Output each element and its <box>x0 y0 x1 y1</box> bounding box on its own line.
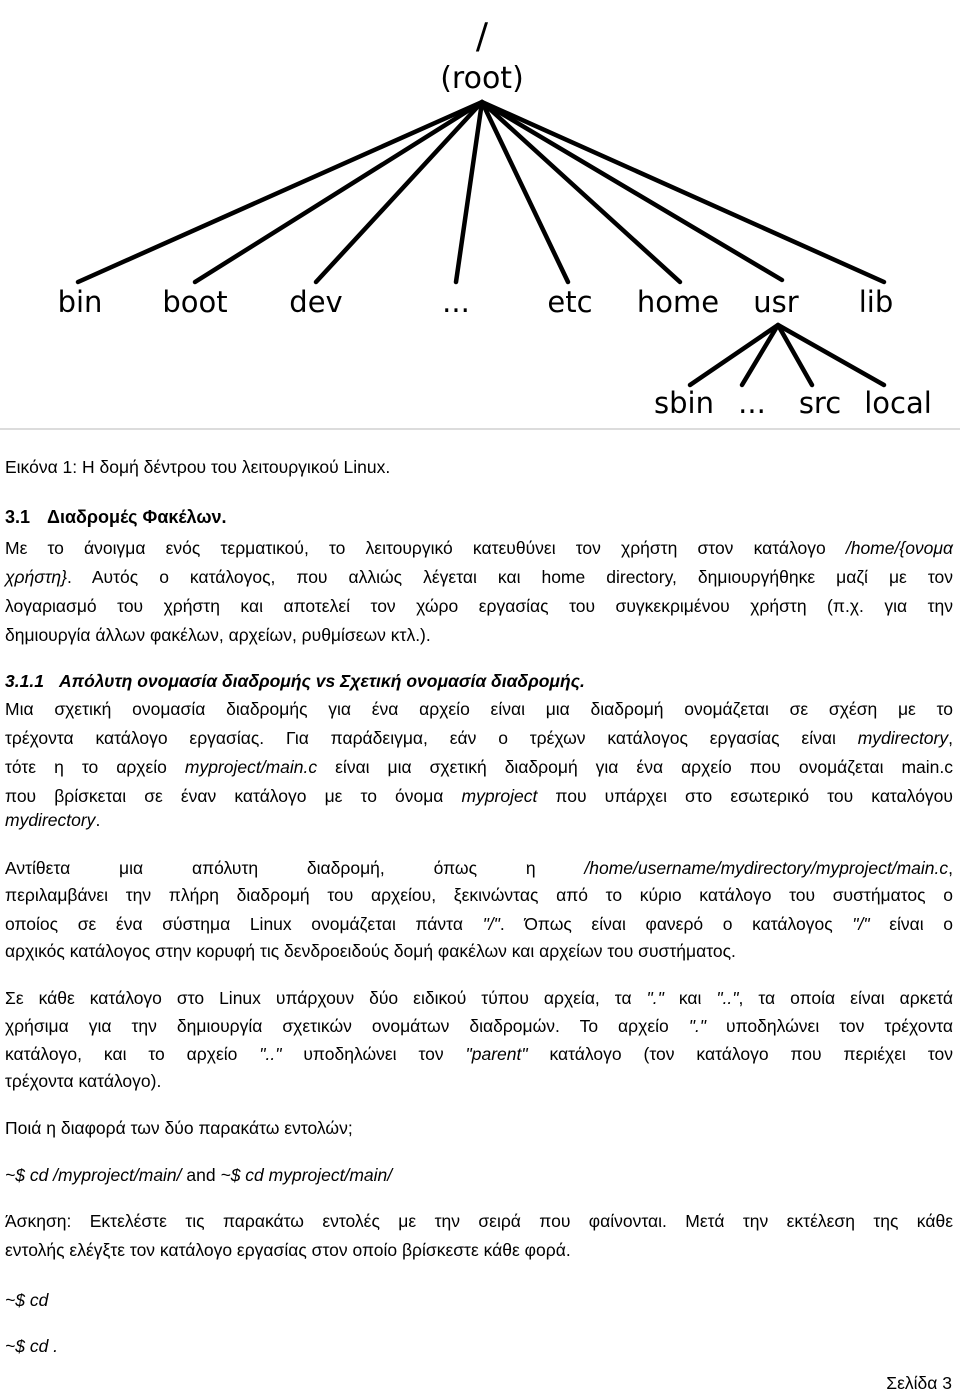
command-text: ~$ cd . <box>5 1336 59 1356</box>
relative-line-3 <box>5 755 953 779</box>
command-text: ~$ cd <box>5 1290 49 1310</box>
tree-branch-home <box>482 102 680 282</box>
root-symbol: "/" <box>852 914 870 934</box>
subsection-title: Απόλυτη ονομασία διαδρομής vs Σχετική ονομασία διαδρομής. <box>59 671 585 691</box>
tree-node-dev: dev <box>289 285 343 319</box>
tree-branch-lib <box>482 102 884 282</box>
text-span: , <box>948 728 953 748</box>
text-span: . Αυτός ο κατάλογος, που αλλιώς λέγεται και home directory, δημιουργήθηκε μαζί με τον <box>66 567 953 587</box>
tree-node-home: home <box>636 285 720 319</box>
command-cd <box>5 1288 953 1312</box>
dir-name: myproject <box>461 786 538 806</box>
text-span: είναι μια σχετική διαδρομή για ένα αρχείο που ονομάζεται main.c <box>317 757 953 777</box>
relative-line-5 <box>5 808 953 832</box>
subsection-heading <box>5 669 953 693</box>
page-number: Σελίδα 3 <box>886 1373 952 1393</box>
intro-line-1 <box>5 536 953 560</box>
parent-term: "parent" <box>465 1044 528 1064</box>
text-span: Σε κάθε κατάλογο στο Linux υπάρχουν δύο ειδικού τύπου αρχεία, τα <box>5 988 647 1008</box>
text-span: υποδηλώνει τον <box>281 1044 466 1064</box>
absolute-line-4: αρχικός κατάλογος στην κορυφή τις δενδροειδούς δομή φακέλων και αρχείων του συστήματος. <box>5 941 736 961</box>
intro-line-3: λογαριασμό του χρήστη και αποτελεί τον χώρο εργασίας του συγκεκριμένου χρήστη (π.χ. για την <box>5 596 953 616</box>
tree-node-src: src <box>798 386 842 420</box>
intro-line-4: δημιουργία άλλων φακέλων, αρχείων, ρυθμίσεων κτλ.). <box>5 625 431 645</box>
command-relative: ~$ cd myproject/main/ <box>220 1165 393 1185</box>
text-span: . <box>95 810 101 830</box>
relative-line-1: Μια σχετική ονομασία διαδρομής για ένα αρχείο είναι μια διαδρομή ονομάζεται σε σχέση με το <box>5 699 953 719</box>
tree-branch-sbin <box>690 325 778 385</box>
home-path-end: χρήστη} <box>5 567 67 587</box>
dot-file: "." <box>646 988 664 1008</box>
tree-root-label: (root) <box>440 61 524 96</box>
section-number: 3.1 <box>5 507 31 527</box>
tree-node-usr-ellipsis: ... <box>738 386 766 420</box>
text-span: που υπάρχει στο εσωτερικό του καταλόγου <box>537 786 953 806</box>
dir-name: mydirectory <box>857 728 949 748</box>
text-span: τρέχοντα κατάλογο εργασίας. Για παράδειγμα, εάν ο τρέχων κατάλογος εργασίας είναι <box>5 728 858 748</box>
tree-node-boot: boot <box>162 285 228 319</box>
figure-caption: Εικόνα 1: Η δομή δέντρου του λειτουργικού Linux. <box>5 457 391 477</box>
special-line-4: τρέχοντα κατάλογο). <box>5 1071 162 1091</box>
text-span: κατάλογο, και το αρχείο <box>5 1044 260 1064</box>
tree-node-sbin: sbin <box>654 386 714 420</box>
text-span: and <box>181 1165 221 1185</box>
directory-tree-figure <box>0 0 960 432</box>
exercise-line-1: Άσκηση: Εκτελέστε τις παρακάτω εντολές με την σειρά που φαίνονται. Μετά την εκτέλεση της κάθε <box>5 1211 953 1231</box>
section-title: Διαδρομές Φακέλων. <box>47 507 227 527</box>
dotdot-file: ".." <box>259 1044 282 1064</box>
text-span: τότε η το αρχείο <box>5 757 185 777</box>
tree-branch-bin <box>78 102 482 282</box>
absolute-line-1 <box>5 856 953 880</box>
tree-node-etc: etc <box>547 285 593 319</box>
text-span: και <box>663 988 717 1008</box>
relative-line-4 <box>5 784 953 808</box>
text-span: χρήσιμα για την δημιουργία σχετικών ονομάτων διαδρομών. Το αρχείο <box>5 1016 689 1036</box>
text-span: . Όπως είναι φανερό ο κατάλογος <box>499 914 853 934</box>
tree-node-usr: usr <box>753 285 799 319</box>
absolute-path: /home/username/mydirectory/myproject/main.c <box>584 858 949 878</box>
text-span: Αντίθετα μια απόλυτη διαδρομή, όπως η <box>5 858 585 878</box>
text-span: που βρίσκεται σε έναν κατάλογο με το όνομα <box>5 786 462 806</box>
dir-name: mydirectory <box>5 810 96 830</box>
exercise-line-2: εντολής ελέγξτε τον κατάλογο εργασίας στον οποίο βρίσκεστε κάθε φορά. <box>5 1240 571 1260</box>
text-span: , τα οποία είναι αρκετά <box>738 988 953 1008</box>
dotdot-file: ".." <box>716 988 739 1008</box>
text-span: , <box>948 858 953 878</box>
figure-divider <box>0 428 960 430</box>
section-heading <box>5 505 953 529</box>
tree-node-bin: bin <box>57 285 103 319</box>
intro-line-2 <box>5 565 953 589</box>
text-span: Με το άνοιγμα ενός τερματικού, το λειτουργικό κατευθύνει τον χρήστη στον κατάλογο <box>5 538 846 558</box>
special-line-1 <box>5 986 953 1010</box>
tree-branch-usr-ellipsis <box>742 325 778 385</box>
home-path: /home/{ονομα <box>845 538 953 558</box>
text-span: κατάλογο (τον κατάλογο που περιέχει τον <box>527 1044 953 1064</box>
tree-node-lib: lib <box>858 285 894 319</box>
text-span: είναι ο <box>869 914 953 934</box>
command-absolute: ~$ cd /myproject/main/ <box>5 1165 182 1185</box>
absolute-line-2: περιλαμβάνει την πλήρη διαδρομή του αρχείου, ξεκινώντας από το κύριο κατάλογο του συστήματος ο <box>5 885 953 905</box>
command-cd-dot <box>5 1334 953 1358</box>
special-line-2 <box>5 1014 953 1038</box>
special-line-3 <box>5 1042 953 1066</box>
tree-node-local: local <box>864 386 932 420</box>
subsection-number: 3.1.1 <box>5 671 44 691</box>
text-span: οποίος σε ένα σύστημα Linux ονομάζεται πάντα <box>5 914 483 934</box>
tree-node-ellipsis: ... <box>442 285 470 319</box>
relative-line-2 <box>5 726 953 750</box>
commands-compare <box>5 1163 953 1187</box>
text-span: υποδηλώνει τον τρέχοντα <box>706 1016 953 1036</box>
tree-root-slash: / <box>475 16 489 57</box>
relative-path: myproject/main.c <box>184 757 318 777</box>
dot-file: "." <box>688 1016 707 1036</box>
absolute-line-3 <box>5 912 953 936</box>
root-symbol: "/" <box>482 914 500 934</box>
question-text: Ποιά η διαφορά των δύο παρακάτω εντολών; <box>5 1118 353 1138</box>
